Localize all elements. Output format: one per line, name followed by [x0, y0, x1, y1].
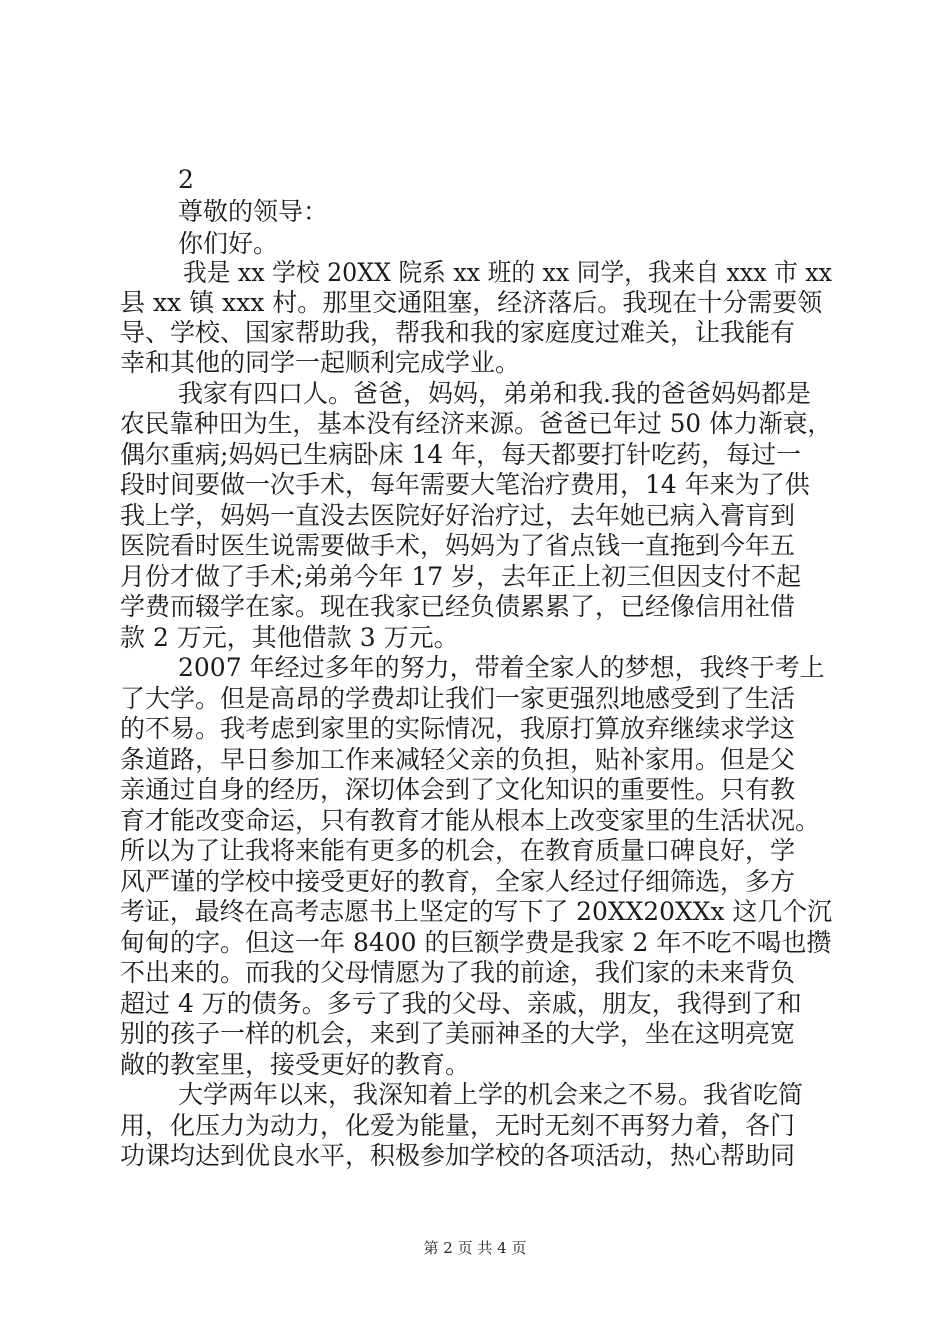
text-line-content: 超过 4 万的债务。多亏了我的父母、亲戚，朋友，我得到了和	[120, 989, 802, 1018]
text-line-content: 用，化压力为动力，化爱为能量，无时无刻不再努力着，各门	[120, 1111, 796, 1140]
text-line-content: 月份才做了手术;弟弟今年 17 岁，去年正上初三但因支付不起	[120, 562, 802, 591]
text-line-content: 育才能改变命运，只有教育才能从根本上改变家里的生活状况。	[120, 806, 821, 835]
text-line-content: 所以为了让我将来能有更多的机会，在教育质量口碑良好，学	[120, 836, 796, 865]
text-line-content: 不出来的。而我的父母情愿为了我的前途，我们家的未来背负	[120, 958, 796, 987]
text-line-content: 幸和其他的同学一起顺利完成学业。	[120, 348, 521, 377]
text-line	[0, 162, 950, 198]
text-line-content: 2007 年经过多年的努力，带着全家人的梦想，我终于考上	[178, 653, 825, 682]
text-line-content: 的不易。我考虑到家里的实际情况，我原打算放弃继续求学这	[120, 714, 796, 743]
page-footer: 第 2 页 共 4 页	[423, 1239, 527, 1257]
text-line-content: 风严谨的学校中接受更好的教育，全家人经过仔细筛选，多方	[120, 867, 796, 896]
text-line-content: 学费而辍学在家。现在我家已经负债累累了，已经像信用社借	[120, 592, 796, 621]
text-line-content: 我上学，妈妈一直没去医院好好治疗过，去年她已病入膏肓到	[120, 501, 796, 530]
text-line-content: 大学两年以来，我深知着上学的机会来之不易。我省吃简	[178, 1080, 804, 1109]
text-line-content: 你们好。	[178, 229, 279, 258]
text-line	[0, 1138, 950, 1174]
text-line-content: 偶尔重病;妈妈已生病卧床 14 年，每天都要打针吃药，每过一	[120, 440, 802, 469]
text-line-content: 农民靠种田为生，基本没有经济来源。爸爸已年过 50 体力渐衰，	[120, 409, 833, 438]
text-line-content: 亲通过自身的经历，深切体会到了文化知识的重要性。只有教	[120, 775, 796, 804]
text-line-content: 我家有四口人。爸爸，妈妈，弟弟和我.我的爸爸妈妈都是	[178, 379, 811, 408]
text-line-content: 县 xx 镇 xxx 村。那里交通阻塞，经济落后。我现在十分需要领	[120, 288, 823, 317]
text-line-content: 款 2 万元，其他借款 3 万元。	[120, 623, 459, 652]
text-line-content: 医院看时医生说需要做手术，妈妈为了省点钱一直拖到今年五	[120, 531, 796, 560]
text-line-content: 导、学校、国家帮助我，帮我和我的家庭度过难关，让我能有	[120, 318, 796, 347]
text-line-content: 段时间要做一次手术，每年需要大笔治疗费用，14 年来为了供	[120, 470, 810, 499]
text-line-content: 了大学。但是高昂的学费却让我们一家更强烈地感受到了生活	[120, 684, 796, 713]
text-line-content: 别的孩子一样的机会，来到了美丽神圣的大学，坐在这明亮宽	[120, 1019, 796, 1048]
text-line-content: 我是 xx 学校 20XX 院系 xx 班的 xx 同学，我来自 xxx 市 xx	[183, 258, 833, 287]
text-line	[0, 194, 950, 230]
text-line-content: 尊敬的领导：	[178, 197, 329, 226]
text-line-content: 甸甸的字。但这一年 8400 的巨额学费是我家 2 年不吃不喝也攒	[120, 928, 832, 957]
text-line-content: 考证，最终在高考志愿书上坚定的写下了 20XX20XXx 这几个沉	[120, 897, 833, 926]
text-line-content: 敞的教室里，接受更好的教育。	[120, 1050, 471, 1079]
text-line-content: 功课均达到优良水平，积极参加学校的各项活动，热心帮助同	[120, 1141, 796, 1170]
text-line-content: 2	[178, 165, 194, 194]
text-line-content: 条道路，早日参加工作来减轻父亲的负担，贴补家用。但是父	[120, 745, 796, 774]
